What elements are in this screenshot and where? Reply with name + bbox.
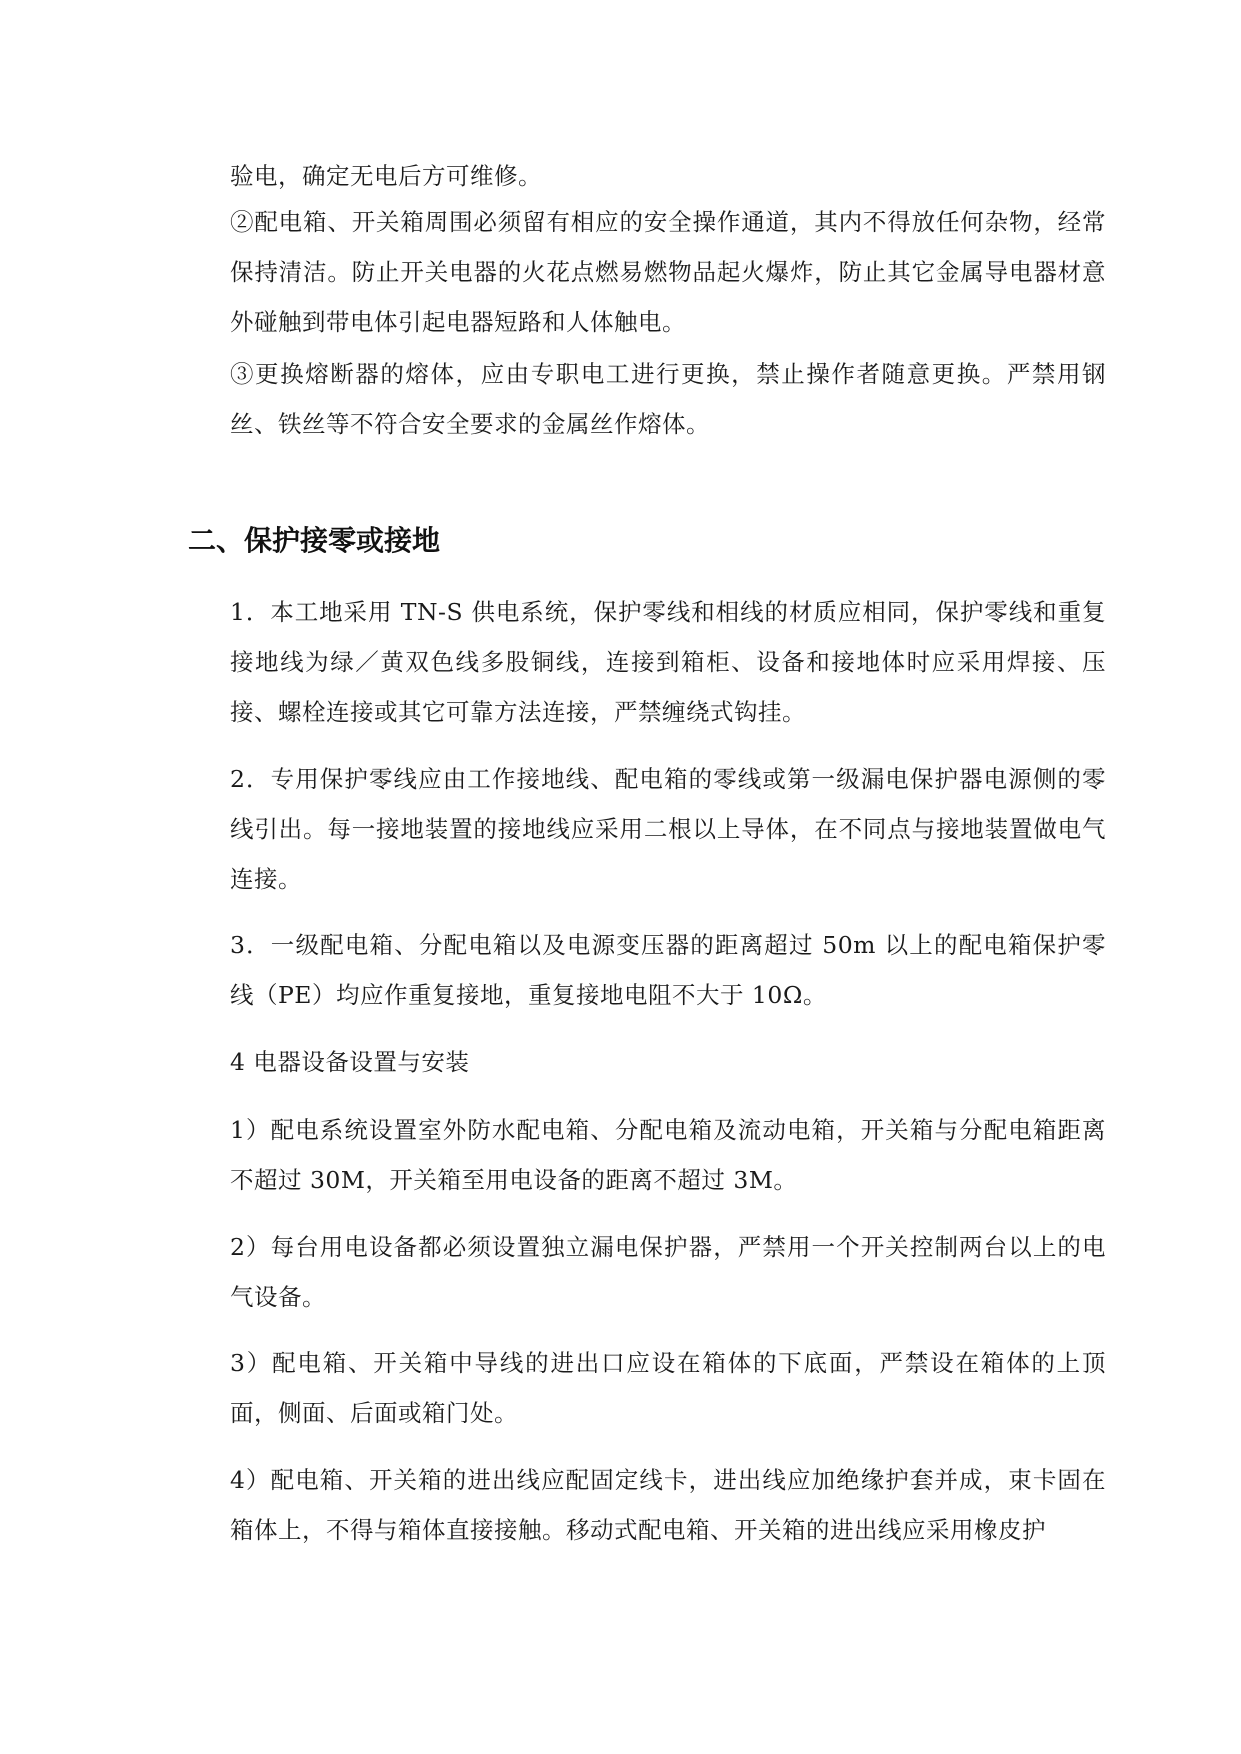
- list-item-4: 4）配电箱、开关箱的进出线应配固定线卡，进出线应加绝缘护套并成，束卡固在箱体上，不得与箱体直接接触。移动式配电箱、开关箱的进出线应采用橡皮护: [230, 1466, 1106, 1544]
- section-heading: 二、保护接零或接地: [188, 524, 441, 557]
- paragraph-item-3: ③更换熔断器的熔体，应由专职电工进行更换，禁止操作者随意更换。严禁用钢丝、铁丝等不符合安全要求的金属丝作熔体。: [230, 360, 1106, 438]
- list-item-1: 1）配电系统设置室外防水配电箱、分配电箱及流动电箱，开关箱与分配电箱距离不超过 30M，开关箱至用电设备的距离不超过 3M。: [230, 1116, 1106, 1194]
- list-item-3: 3）配电箱、开关箱中导线的进出口应设在箱体的下底面，严禁设在箱体的上顶面，侧面、后面或箱门处。: [230, 1349, 1106, 1427]
- list-item-2: 2）每台用电设备都必须设置独立漏电保护器，严禁用一个开关控制两台以上的电气设备。: [230, 1233, 1106, 1311]
- subheading-equipment: 4 电器设备设置与安装: [230, 1048, 470, 1076]
- paragraph-point-3: 3．一级配电箱、分配电箱以及电源变压器的距离超过 50m 以上的配电箱保护零线（PE）均应作重复接地，重复接地电阻不大于 10Ω。: [230, 931, 1106, 1009]
- paragraph-item-2: ②配电箱、开关箱周围必须留有相应的安全操作通道，其内不得放任何杂物，经常保持清洁。防止开关电器的火花点燃易燃物品起火爆炸，防止其它金属导电器材意外碰触到带电体引起电器短路和人体触电。: [230, 208, 1106, 336]
- paragraph-continuation: 验电，确定无电后方可维修。: [230, 162, 542, 190]
- paragraph-point-2: 2．专用保护零线应由工作接地线、配电箱的零线或第一级漏电保护器电源侧的零线引出。每一接地装置的接地线应采用二根以上导体，在不同点与接地装置做电气连接。: [230, 765, 1106, 893]
- paragraph-point-1: 1．本工地采用 TN-S 供电系统，保护零线和相线的材质应相同，保护零线和重复接地线为绿／黄双色线多股铜线，连接到箱柜、设备和接地体时应采用焊接、压接、螺栓连接或其它可靠方法连接，严禁缠绕式钩挂。: [230, 598, 1106, 726]
